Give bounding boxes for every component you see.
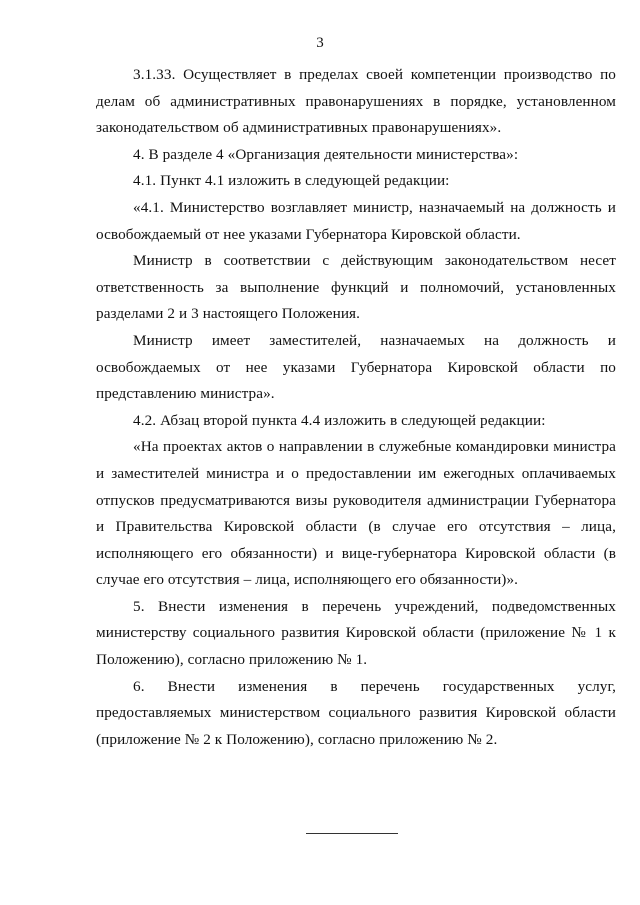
paragraph-4-1-intro: 4.1. Пункт 4.1 изложить в следующей редакции:	[133, 172, 450, 190]
paragraph-3-1-33: 3.1.33. Осуществляет в пределах своей компетенции производство по делам об административных правонарушениях в порядке, установленном законодательством об административных правонарушениях».	[96, 66, 616, 137]
paragraph-4-2-text: «На проектах актов о направлении в служебные командировки министра и заместителей министра и о предоставлении им ежегодных оплачиваемых отпусков предусматриваются визы руководителя администрации Губернатора и Правительства Кировской области (в случае его отсутствия – лица, исполняющего его обязанности) и вице-губернатора Кировской области (в случае его отсутствия – лица, исполняющего его обязанности)».	[96, 438, 616, 589]
paragraph-4-2-intro: 4.2. Абзац второй пункта 4.4 изложить в следующей редакции:	[133, 411, 546, 429]
document-body	[96, 62, 616, 753]
end-divider-line	[306, 833, 398, 834]
paragraph-item-6: 6. Внести изменения в перечень государственных услуг, предоставляемых министерством социального развития Кировской области (приложение № 2 к Положению), согласно приложению № 2.	[96, 677, 616, 748]
paragraph-section-4: 4. В разделе 4 «Организация деятельности министерства»:	[133, 145, 519, 163]
paragraph-item-5: 5. Внести изменения в перечень учреждений, подведомственных министерству социального развития Кировской области (приложение № 1 к Положению), согласно приложению № 1.	[96, 597, 616, 669]
page-number: 3	[316, 35, 324, 51]
paragraph-deputies: Министр имеет заместителей, назначаемых на должность и освобождаемых от нее указами Губернатора Кировской области по представлению министра».	[96, 331, 616, 403]
paragraph-minister-responsibility: Министр в соответствии с действующим законодательством несет ответственность за выполнение функций и полномочий, установленных разделами 2 и 3 настоящего Положения.	[96, 252, 616, 323]
paragraph-4-1-text: «4.1. Министерство возглавляет министр, назначаемый на должность и освобождаемый от нее указами Губернатора Кировской области.	[96, 198, 616, 243]
